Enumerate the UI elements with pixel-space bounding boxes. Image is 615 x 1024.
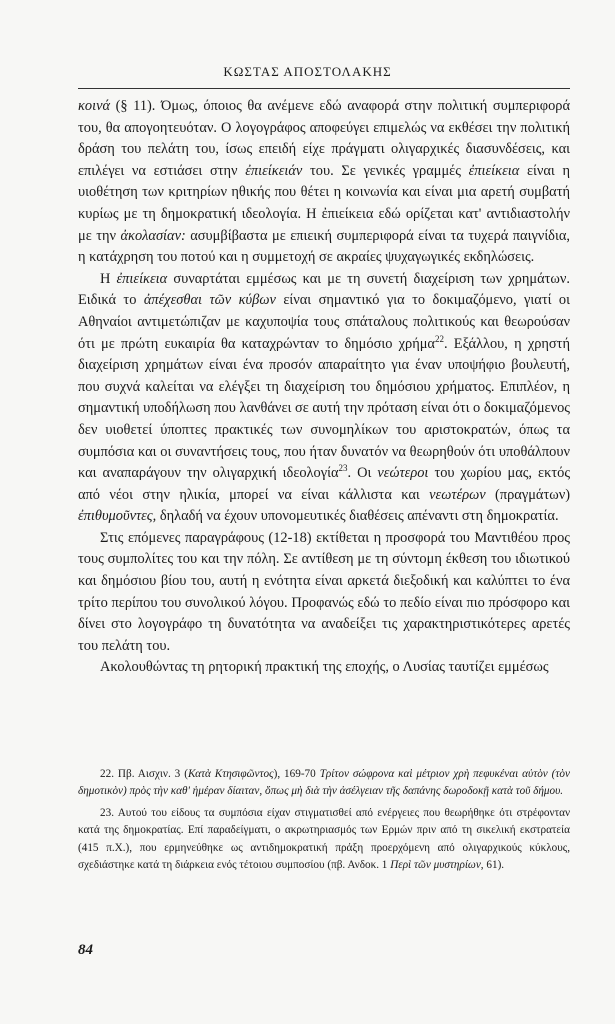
text-run: ), 169-70	[273, 768, 320, 780]
italic-text: νεώτεροι	[377, 465, 429, 482]
page-number: 84	[78, 942, 93, 958]
text-run: , 61).	[480, 859, 505, 872]
text-run: (πραγμάτων)	[485, 486, 570, 503]
paragraph	[78, 269, 570, 528]
text-run: ασυμβίβαστα με επιεική συμπεριφορά είναι τα τυχερά παιγνίδια, η κατάχρηση του ποτού και η συμμετοχή σε ακραίες ψυχαγωγικές εκδηλώσεις.	[78, 227, 570, 266]
italic-text: νεωτέρων	[429, 486, 486, 503]
italic-text: κοινά	[78, 98, 111, 114]
text-run: 22. Πβ. Αισχιν. 3 (	[100, 768, 188, 780]
paragraph	[78, 657, 570, 679]
italic-text: ἐπιείκειάν	[245, 162, 303, 179]
italic-text: ἀκολασίαν:	[120, 227, 186, 244]
header-rule	[78, 88, 570, 89]
text-run: είναι η υιοθέτηση των κριτηρίων ηθικής που θέτει η κοινωνία και είναι μια αρετή συμβατή κυρίως με τη δημοκρατική ιδεολογία. Η ἐπιείκεια εδώ ορίζεται κατ' αντιδιαστολήν με την	[78, 162, 571, 244]
footnotes	[78, 766, 570, 878]
paragraph	[78, 528, 570, 658]
text-run: Ακολουθώντας τη ρητορική πρακτική της εποχής, ο Λυσίας ταυτίζει εμμέσως	[100, 659, 549, 676]
italic-text: ἐπιθυμοῦντες,	[78, 508, 157, 525]
text-run: . Οι	[347, 465, 378, 482]
text-run: Η	[100, 270, 117, 287]
text-run: . Εξάλλου, η χρηστή διαχείριση χρημάτων είναι ένα προσόν απαραίτητο για έναν υποψήφιο βουλευτή, που συχνά καλείται να ελέγξει τη διαχείριση του δημόσιου χρήματος. Επιπλέον, η σημαντική υποδήλωση που λανθάνει σε αυτή την πρόταση είναι ότι ο δοκιμαζόμενος δεν υιοθετεί ύποπτες πρακτικές των συνομηλίκων του αριστοκρατών, όπως τα συμπόσια και οι συναντήσεις τους, που ήταν δυνατόν να θεωρηθούν ότι υποθάλπουν και αναπαράγουν την ολιγαρχική ιδεολογία	[78, 335, 571, 482]
italic-text: Τρίτον σώφρονα καὶ μέτριον χρὴ πεφυκέναι αὐτὸν (τὸν δημοτικὸν) πρὸς τὴν καθ' ἡμέραν δίαιταν, ὅπως μὴ διὰ τὴν ἀσέλγειαν τῆς δαπάνης δωροδοκῇ κατὰ τοῦ δήμου.	[78, 768, 570, 798]
text-run: Στις επόμενες παραγράφους (12-18) εκτίθεται η προσφορά του Μαντιθέου προς τους συμπολίτες του και την πόλη. Σε αντίθεση με τη σύντομη έκθεση του ιδιωτικού και δημόσιου βίου του, αυτή η ενότητα είναι αρκετά διεξοδική και καλύπτει το ένα τρίτο περίπου του συνολικού λόγου. Προφανώς εδώ το πεδίο είναι πιο πρόσφορο και δίνει στο λογογράφο τη δυνατότητα να αναδείξει τις χαρακτηριστικότερες αρετές του πελάτη του.	[78, 529, 570, 654]
running-head: ΚΩΣΤΑΣ ΑΠΟΣΤΟΛΑΚΗΣ	[223, 64, 392, 79]
italic-text: ἀπέχεσθαι τῶν κύβων	[143, 292, 276, 309]
italic-text: ἐπιείκεια	[468, 162, 520, 179]
text-run: του. Σε γενικές γραμμές	[302, 162, 469, 179]
italic-text: Περὶ τῶν μυστηρίων	[390, 859, 481, 872]
text-run: συναρτάται εμμέσως και με τη συνετή διαχείριση των χρημάτων. Ειδικά το	[78, 270, 570, 309]
footnote-ref: 22	[434, 333, 444, 344]
main-text	[78, 96, 570, 679]
footnote-ref: 23	[338, 463, 348, 474]
footnote	[78, 766, 570, 801]
paragraph	[78, 96, 570, 269]
text-run: είναι σημαντικό για το δοκιμαζόμενο, γιατί οι Αθηναίοι αντιμετώπιζαν με καχυποψία τους σπάταλους πολιτικούς και θεωρούσαν ότι με πρώτη ευκαιρία θα καταχρώνταν το δημόσιο χρήμα	[78, 292, 571, 352]
italic-text: ἐπιείκεια	[116, 270, 168, 287]
italic-text: Κατὰ Κτησιφῶντος	[187, 768, 274, 780]
text-run: (§ 11). Όμως, όποιος θα ανέμενε εδώ αναφορά στην πολιτική συμπεριφορά του, θα απογοητευόταν. Ο λογογράφος αποφεύγει επιμελώς να εκθέσει την πολιτική δράση του πελάτη του, ίσως επειδή είχε πράγματι ολιγαρχικές διασυνδέσεις, και επιλέγει να εστιάσει στην	[78, 98, 570, 179]
text-run: δηλαδή να έχουν υπονομευτικές διαθέσεις απέναντι στη δημοκρατία.	[156, 508, 559, 525]
text-run: του χωρίου μας, εκτός από νέοι στην ηλικία, μπορεί να είναι κάλλιστα και	[78, 465, 571, 503]
footnote	[78, 805, 570, 875]
text-run: 23. Αυτού του είδους τα συμπόσια είχαν στιγματισθεί από ενέργειες που θεωρήθηκε ότι στρέφονταν κατά της δημοκρατίας. Επί παραδείγματι, ο ακρωτηριασμός των Ερμών πριν από τη σικελική εκστρατεία (415 π.Χ.), που ερμηνεύθηκε ως αντιδημοκρατική πράξη προερχόμενη από ολιγαρχικούς κύκλους, σχεδιάστηκε κατά τη διάρκεια ενός τέτοιου συμποσίου (πβ. Ανδοκ. 1	[78, 806, 570, 872]
